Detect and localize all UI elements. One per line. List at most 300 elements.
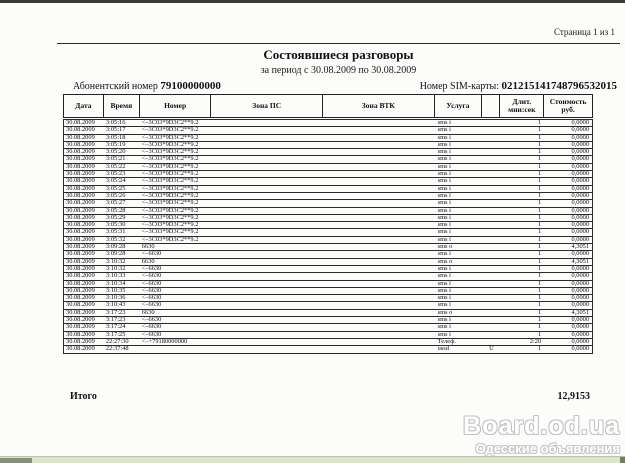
table-cell: <–3C03*9D3C2**9.2: [141, 141, 199, 148]
table-cell: [482, 193, 500, 199]
table-cell: 30.08.2009: [66, 156, 95, 163]
column-header: Длит. мин:сек: [500, 95, 544, 117]
table-cell: 3:10:33: [105, 273, 126, 280]
table-cell: 30.08.2009: [66, 222, 95, 229]
table-cell: sms i: [437, 134, 451, 141]
subscriber-number-value: 79100000000: [160, 80, 221, 92]
table-cell: <–3C03*9D3C2**9.2: [141, 156, 199, 163]
table-cell: sms i: [437, 229, 451, 236]
table-cell: [211, 142, 323, 148]
table-cell: 3:05:31: [105, 229, 126, 236]
table-cell: 3:10:34: [105, 280, 126, 287]
table-row: [63, 301, 593, 309]
table-cell: <–6630: [141, 280, 162, 287]
table-cell: 3:05:30: [105, 222, 126, 229]
table-cell: sms i: [437, 302, 451, 309]
column-header: Дата: [64, 95, 104, 117]
table-cell: [211, 200, 323, 206]
table-cell: <–3C03*9D3C2**9.2: [141, 200, 199, 207]
table-cell: [482, 288, 500, 294]
table-cell: sms i: [437, 149, 451, 156]
table-row: [63, 141, 593, 149]
table-cell: [323, 346, 435, 352]
table-row: [63, 294, 593, 302]
table-cell: [323, 295, 435, 301]
table-cell: <–3C03*9D3C2**9.2: [141, 185, 199, 192]
table-row: [63, 170, 593, 178]
table-cell: 1: [538, 134, 542, 141]
table-cell: 30.08.2009: [66, 178, 95, 185]
table-cell: sms i: [437, 324, 451, 331]
table-cell: 3:10:43: [105, 302, 126, 309]
table-cell: 3:05:16: [105, 120, 126, 126]
totals-label: Итого: [70, 391, 97, 402]
table-cell: U: [489, 346, 494, 353]
table-cell: 3:10:32: [105, 258, 126, 265]
table-cell: [323, 186, 435, 192]
table-cell: [323, 339, 435, 345]
table-cell: 0,0000: [571, 134, 590, 141]
table-cell: 0,0000: [571, 229, 590, 236]
table-cell: 30.08.2009: [66, 163, 95, 170]
table-cell: 30.08.2009: [66, 192, 95, 199]
table-cell: 6630: [141, 244, 155, 251]
subscriber-number-label: Абонентский номер: [73, 81, 158, 92]
table-cell: 0,0000: [571, 331, 590, 338]
table-cell: [211, 332, 323, 338]
table-cell: [323, 156, 435, 162]
table-cell: [323, 178, 435, 184]
table-cell: <–6630: [141, 265, 162, 272]
table-cell: [211, 266, 323, 272]
table-cell: 1: [538, 120, 542, 126]
table-cell: 30.08.2009: [66, 149, 95, 156]
table-cell: 30.08.2009: [66, 207, 95, 214]
table-cell: 3:05:22: [105, 163, 126, 170]
table-cell: [211, 215, 323, 221]
table-cell: [482, 324, 500, 330]
scan-top-edge: [0, 0, 625, 3]
table-cell: 30.08.2009: [66, 338, 95, 345]
table-cell: 30.08.2009: [66, 280, 95, 287]
table-cell: 30.08.2009: [66, 127, 95, 134]
table-cell: <–3C03*9D3C2**9.2: [141, 127, 199, 134]
footer-strip-right: [620, 457, 625, 463]
table-cell: [323, 281, 435, 287]
table-cell: [140, 346, 212, 352]
table-cell: <–6630: [141, 331, 162, 338]
table-cell: 1: [538, 331, 542, 338]
table-cell: [211, 310, 323, 316]
table-cell: sms i: [437, 178, 451, 185]
table-cell: 1: [538, 229, 542, 236]
table-cell: <–6630: [141, 302, 162, 309]
table-cell: <–6630: [141, 295, 162, 302]
table-cell: 30.08.2009: [66, 120, 95, 126]
table-cell: [482, 317, 500, 323]
table-cell: [482, 135, 500, 141]
table-cell: [323, 251, 435, 257]
table-cell: [323, 244, 435, 250]
table-cell: 30.08.2009: [66, 171, 95, 178]
table-row: [63, 338, 593, 346]
table-cell: 30.08.2009: [66, 287, 95, 294]
table-row: [63, 119, 593, 127]
table-cell: 0,0000: [571, 317, 590, 324]
table-cell: [211, 178, 323, 184]
table-cell: [323, 288, 435, 294]
table-cell: 0,0000: [571, 141, 590, 148]
table-cell: 4,3051: [571, 309, 590, 316]
table-cell: <–3C03*9D3C2**9.2: [141, 120, 199, 126]
table-cell: 30.08.2009: [66, 236, 95, 243]
table-cell: [482, 251, 500, 257]
table-row: [63, 134, 593, 142]
table-cell: [211, 156, 323, 162]
table-row: [63, 265, 593, 273]
table-cell: [323, 266, 435, 272]
table-cell: sms i: [437, 192, 451, 199]
table-cell: [323, 208, 435, 214]
table-cell: [482, 120, 500, 126]
table-cell: sms i: [437, 163, 451, 170]
table-cell: 3:17:24: [105, 324, 126, 331]
table-cell: 0,0000: [571, 346, 590, 353]
table-cell: [211, 273, 323, 279]
table-row: [63, 207, 593, 215]
table-cell: 0,0000: [571, 200, 590, 207]
table-cell: 0,0000: [571, 302, 590, 309]
table-cell: 3:10:32: [105, 265, 126, 272]
table-cell: 1: [538, 273, 542, 280]
table-cell: [211, 281, 323, 287]
table-cell: sms i: [437, 222, 451, 229]
table-cell: 30.08.2009: [66, 324, 95, 331]
table-cell: [323, 215, 435, 221]
table-cell: sms i: [437, 287, 451, 294]
call-table-body: [63, 120, 593, 354]
table-cell: [482, 215, 500, 221]
table-cell: [482, 259, 500, 265]
table-cell: sms i: [437, 171, 451, 178]
table-cell: 30.08.2009: [66, 346, 95, 353]
table-cell: [323, 317, 435, 323]
table-cell: <–6630: [141, 317, 162, 324]
call-table-header: [63, 94, 593, 118]
table-cell: 3:10:36: [105, 295, 126, 302]
table-row: [63, 250, 593, 258]
table-cell: 6630: [141, 258, 155, 265]
table-cell: [211, 244, 323, 250]
table-row: [63, 163, 593, 171]
table-cell: 1: [538, 309, 542, 316]
table-cell: [323, 324, 435, 330]
table-cell: 6630: [141, 309, 155, 316]
table-cell: sms i: [437, 141, 451, 148]
table-cell: <–3C03*9D3C2**9.2: [141, 222, 199, 229]
table-cell: 3:05:23: [105, 171, 126, 178]
table-cell: 1: [538, 251, 542, 258]
table-cell: [211, 317, 323, 323]
watermark: [463, 414, 620, 455]
table-cell: [211, 229, 323, 235]
table-cell: <–3C03*9D3C2**9.2: [141, 236, 199, 243]
table-cell: 22:27:30: [105, 338, 129, 345]
table-cell: 0,0000: [571, 280, 590, 287]
table-row: [63, 345, 593, 353]
table-cell: [211, 222, 323, 228]
table-cell: 30.08.2009: [66, 317, 95, 324]
table-cell: 3:05:26: [105, 192, 126, 199]
table-cell: [482, 149, 500, 155]
table-cell: [323, 222, 435, 228]
table-cell: 1: [538, 324, 542, 331]
table-cell: <–3C03*9D3C2**9.2: [141, 178, 199, 185]
table-cell: sms i: [437, 185, 451, 192]
table-row: [63, 280, 593, 288]
table-cell: [323, 142, 435, 148]
document-title: Состоявшиеся разговоры: [263, 47, 414, 62]
table-cell: <–3C03*9D3C2**9.2: [141, 163, 199, 170]
table-cell: sms i: [437, 265, 451, 272]
table-cell: 3:05:28: [105, 207, 126, 214]
table-row: [63, 177, 593, 185]
table-cell: [482, 208, 500, 214]
table-cell: [482, 302, 500, 308]
table-cell: [211, 259, 323, 265]
column-header: [482, 95, 500, 117]
column-header: Время: [104, 95, 140, 117]
table-cell: [323, 273, 435, 279]
table-cell: 3:05:25: [105, 185, 126, 192]
table-cell: [323, 127, 435, 133]
table-row: [63, 243, 593, 251]
table-cell: [211, 302, 323, 308]
table-cell: [323, 259, 435, 265]
table-cell: 1: [538, 178, 542, 185]
table-cell: 30.08.2009: [66, 251, 95, 258]
table-cell: 30.08.2009: [66, 273, 95, 280]
table-cell: 4,3051: [571, 244, 590, 251]
table-cell: [323, 149, 435, 155]
table-cell: [482, 142, 500, 148]
table-row: [63, 192, 593, 200]
table-cell: 3:05:20: [105, 149, 126, 156]
table-cell: <–6630: [141, 251, 162, 258]
table-row: [63, 148, 593, 156]
table-cell: sms i: [437, 214, 451, 221]
table-cell: 3:17:23: [105, 317, 126, 324]
table-cell: 3:05:21: [105, 156, 126, 163]
table-cell: [211, 164, 323, 170]
table-cell: 1: [538, 163, 542, 170]
table-cell: [482, 222, 500, 228]
table-cell: [482, 266, 500, 272]
table-cell: sms o: [437, 309, 453, 316]
table-cell: 30.08.2009: [66, 200, 95, 207]
column-header: Услуга: [435, 95, 483, 117]
table-cell: 1: [538, 171, 542, 178]
table-cell: 0,0000: [571, 192, 590, 199]
totals-row: [63, 391, 593, 402]
table-cell: 0,0000: [571, 214, 590, 221]
table-cell: sms i: [437, 200, 451, 207]
table-cell: sms o: [437, 258, 453, 265]
table-cell: 1: [538, 236, 542, 243]
table-cell: 0,0000: [571, 265, 590, 272]
table-cell: [482, 310, 500, 316]
table-cell: [211, 295, 323, 301]
table-cell: [211, 186, 323, 192]
table-cell: [211, 135, 323, 141]
table-cell: 3:09:28: [105, 251, 126, 258]
table-cell: 1: [538, 244, 542, 251]
table-cell: [211, 127, 323, 133]
table-cell: 1: [538, 302, 542, 309]
table-cell: 0,0000: [571, 120, 590, 126]
table-cell: <–3C03*9D3C2**9.2: [141, 207, 199, 214]
table-cell: 30.08.2009: [66, 295, 95, 302]
table-cell: [323, 164, 435, 170]
table-cell: 30.08.2009: [66, 302, 95, 309]
table-cell: 0,0000: [571, 251, 590, 258]
table-cell: 22:37:48: [105, 346, 129, 353]
table-cell: 3:17:25: [105, 331, 126, 338]
table-cell: <–6630: [141, 273, 162, 280]
table-cell: 0,0000: [571, 295, 590, 302]
table-cell: [482, 171, 500, 177]
table-cell: 30.08.2009: [66, 214, 95, 221]
table-cell: 30.08.2009: [66, 258, 95, 265]
table-cell: 1: [538, 295, 542, 302]
table-cell: 1: [538, 200, 542, 207]
table-cell: 30.08.2009: [66, 331, 95, 338]
table-row: [63, 287, 593, 295]
table-cell: [482, 127, 500, 133]
table-cell: [482, 244, 500, 250]
table-cell: 1: [538, 317, 542, 324]
table-cell: 0,0000: [571, 338, 590, 345]
table-cell: [211, 120, 323, 126]
table-cell: <–3C03*9D3C2**9.2: [141, 149, 199, 156]
table-cell: [211, 237, 323, 243]
table-row: [63, 272, 593, 280]
table-cell: [482, 229, 500, 235]
table-cell: 3:09:28: [105, 244, 126, 251]
table-cell: 1: [538, 192, 542, 199]
watermark-site-name: Board.od.ua: [463, 412, 620, 440]
table-cell: 1: [538, 346, 542, 353]
table-cell: sms i: [437, 317, 451, 324]
table-cell: sms i: [437, 120, 451, 126]
account-numbers-line: [73, 80, 617, 92]
document-subtitle: за период с 30.08.2009 по 30.08.2009: [260, 65, 417, 76]
table-cell: 1: [538, 214, 542, 221]
subscriber-number-group: [73, 80, 221, 92]
table-cell: 4,3051: [571, 258, 590, 265]
table-cell: Телеф.: [437, 338, 456, 345]
table-cell: [323, 310, 435, 316]
table-cell: <–6630: [141, 324, 162, 331]
table-cell: [482, 339, 500, 345]
table-cell: [482, 273, 500, 279]
table-row: [63, 309, 593, 317]
table-cell: <–6630: [141, 287, 162, 294]
table-cell: 30.08.2009: [66, 185, 95, 192]
table-cell: 1: [538, 222, 542, 229]
table-cell: 0,0000: [571, 236, 590, 243]
table-cell: [211, 251, 323, 257]
column-header: Стоимость руб.: [549, 97, 587, 114]
table-cell: 3:17:23: [105, 309, 126, 316]
table-cell: 1: [538, 141, 542, 148]
table-cell: 3:05:18: [105, 134, 126, 141]
table-cell: <–+79180000000: [141, 338, 188, 345]
table-cell: 0,0000: [571, 222, 590, 229]
table-cell: [482, 164, 500, 170]
table-row: [63, 214, 593, 222]
table-cell: 0,0000: [571, 149, 590, 156]
table-cell: 3:05:24: [105, 178, 126, 185]
table-cell: 0,0000: [571, 156, 590, 163]
table-cell: [323, 302, 435, 308]
table-row: [63, 126, 593, 134]
table-cell: 30.08.2009: [66, 141, 95, 148]
table-cell: [323, 200, 435, 206]
table-cell: 0,0000: [571, 287, 590, 294]
table-row: [63, 155, 593, 163]
table-cell: sms i: [437, 331, 451, 338]
table-cell: <–3C03*9D3C2**9.2: [141, 229, 199, 236]
table-cell: 0,0000: [571, 171, 590, 178]
table-cell: sms o: [437, 244, 453, 251]
table-cell: 30.08.2009: [66, 309, 95, 316]
table-cell: <–3C03*9D3C2**9.2: [141, 134, 199, 141]
table-cell: <–3C03*9D3C2**9.2: [141, 214, 199, 221]
table-cell: [323, 193, 435, 199]
table-cell: sms i: [437, 156, 451, 163]
header-rule: [57, 43, 620, 44]
table-cell: 0,0000: [571, 127, 590, 134]
table-cell: 3:10:35: [105, 287, 126, 294]
page-indicator: Страница 1 из 1: [554, 27, 615, 37]
table-cell: 1: [538, 280, 542, 287]
table-cell: 1: [538, 127, 542, 134]
table-cell: <–3C03*9D3C2**9.2: [141, 192, 199, 199]
table-cell: sms i: [437, 236, 451, 243]
table-cell: 30.08.2009: [66, 134, 95, 141]
table-cell: 0,0000: [571, 207, 590, 214]
table-cell: 1: [538, 149, 542, 156]
table-cell: [323, 120, 435, 126]
table-cell: 3:05:27: [105, 200, 126, 207]
table-cell: 30.08.2009: [66, 265, 95, 272]
table-cell: [482, 281, 500, 287]
column-header: Номер: [140, 95, 212, 117]
table-cell: 30.08.2009: [66, 229, 95, 236]
table-cell: [211, 171, 323, 177]
table-row: [63, 331, 593, 339]
table-row: [63, 236, 593, 244]
table-cell: sms i: [437, 127, 451, 134]
table-cell: [323, 171, 435, 177]
table-cell: sms i: [437, 280, 451, 287]
table-cell: 3:05:17: [105, 127, 126, 134]
table-cell: [211, 339, 323, 345]
table-cell: [323, 332, 435, 338]
table-cell: 1: [538, 156, 542, 163]
sim-number-label: Номер SIM-карты:: [419, 81, 499, 92]
